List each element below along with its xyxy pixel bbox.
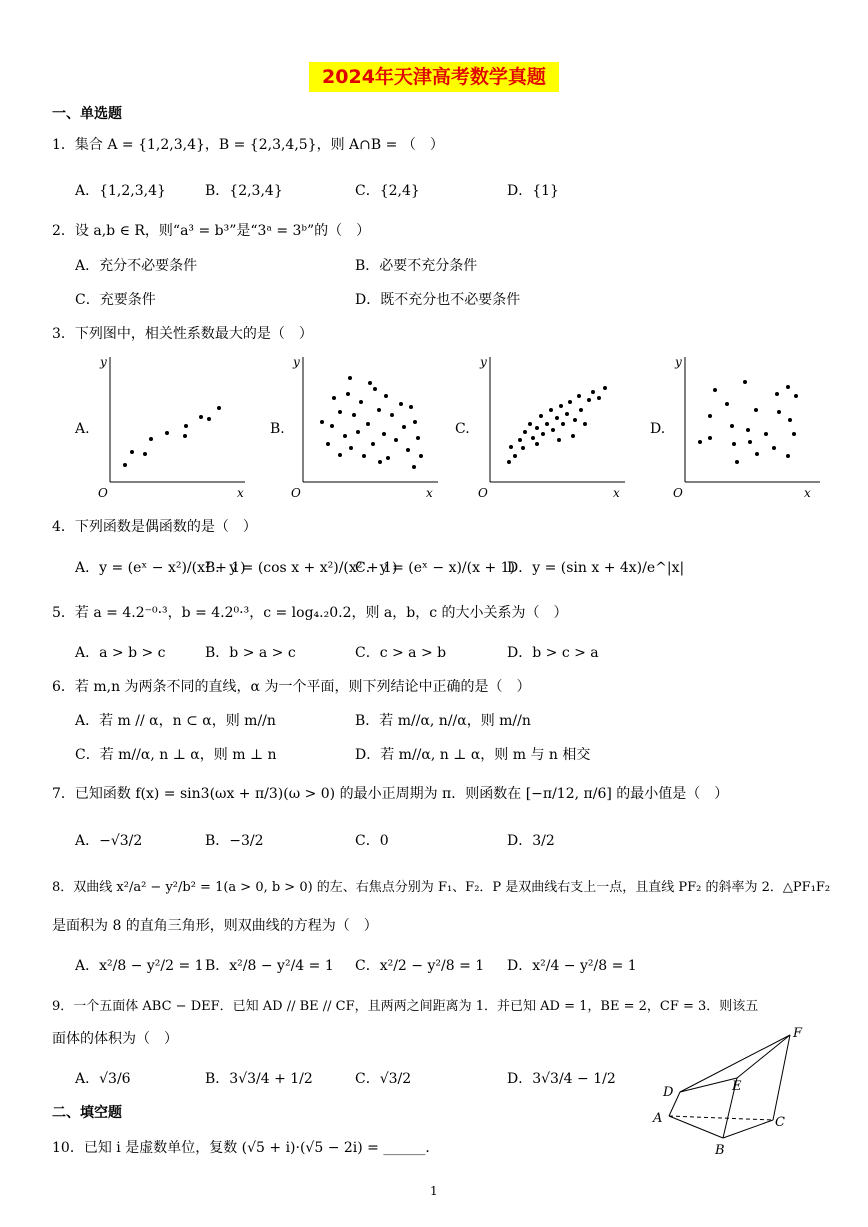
scatter-c-point <box>549 408 553 412</box>
question-6-option-d: D．若 m//α, n ⊥ α，则 m 与 n 相交 <box>355 747 591 763</box>
scatter-b-point <box>362 454 366 458</box>
scatter-d-point <box>772 446 776 450</box>
question-6-option-c: C．若 m//α, n ⊥ α，则 m ⊥ n <box>75 747 277 763</box>
scatter-a-point <box>207 417 211 421</box>
scatter-c-point <box>568 400 572 404</box>
scatter-a-point <box>183 434 187 438</box>
vertex-c-label: C <box>775 1115 785 1130</box>
scatter-d-origin: O <box>673 486 683 500</box>
question-2-option-c: C．充要条件 <box>75 292 156 308</box>
scatter-b-point <box>399 402 403 406</box>
question-9-option-b: B．3√3/4 + 1/2 <box>205 1071 313 1087</box>
question-9-stem: 9．一个五面体 ABC − DEF．已知 AD // BE // CF，且两两之间距离为 1．并已知 AD = 1，BE = 2，CF = 3．则该五 <box>52 999 759 1014</box>
scatter-d-point <box>794 394 798 398</box>
question-8-option-b: B．x²/8 − y²/4 = 1 <box>205 958 334 974</box>
scatter-b-point <box>320 420 324 424</box>
scatter-c-point <box>561 422 565 426</box>
scatter-b-point <box>326 442 330 446</box>
scatter-d-point <box>708 436 712 440</box>
question-8-option-a: A．x²/8 − y²/2 = 1 <box>75 958 204 974</box>
question-2-option-d: D．既不充分也不必要条件 <box>355 292 521 308</box>
question-7-option-b: B．−3/2 <box>205 833 264 849</box>
scatter-b-point <box>371 442 375 446</box>
scatter-d-point <box>786 454 790 458</box>
question-5-option-c: C．c > a > b <box>355 645 447 661</box>
scatter-c-point <box>523 430 527 434</box>
scatter-a-point <box>217 406 221 410</box>
scatter-c-point <box>577 394 581 398</box>
scatter-b-point <box>409 405 413 409</box>
question-6-stem: 6．若 m,n 为两条不同的直线，α 为一个平面，则下列结论中正确的是（ ） <box>52 679 531 695</box>
question-1-option-b: B．{2,3,4} <box>205 183 283 199</box>
scatter-c-point <box>555 416 559 420</box>
question-7-option-a: A．−√3/2 <box>75 833 143 849</box>
scatter-c-point <box>507 460 511 464</box>
scatter-d-points <box>698 380 798 464</box>
question-5-option-a: A．a > b > c <box>75 645 166 661</box>
scatter-b-point <box>368 381 372 385</box>
scatter-c-point <box>539 414 543 418</box>
scatter-b-y-label: y <box>293 355 300 369</box>
question-9-stem-continued: 面体的体积为（ ） <box>52 1031 178 1047</box>
question-7-option-d: D．3/2 <box>507 833 555 849</box>
question-9-option-c: C．√3/2 <box>355 1071 412 1087</box>
scatter-c-point <box>521 446 525 450</box>
scatter-c-point <box>559 404 563 408</box>
question-7-option-c: C．0 <box>355 833 389 849</box>
question-8-option-d: D．x²/4 − y²/8 = 1 <box>507 958 637 974</box>
question-8-stem: 8．双曲线 x²/a² − y²/b² = 1(a > 0, b > 0) 的左、右焦点分别为 F₁、F₂．P 是双曲线右支上一点，且直线 PF₂ 的斜率为 2．△PF₁F₂ <box>52 880 831 895</box>
question-4-option-d: D．y = (sin x + 4x)/e^|x| <box>507 560 685 576</box>
scatter-a-point <box>143 452 147 456</box>
scatter-c-points <box>507 386 607 464</box>
vertex-b-label: B <box>715 1143 725 1158</box>
question-1-stem: 1．集合 A = {1,2,3,4}，B = {2,3,4,5}，则 A∩B = （ ） <box>52 137 444 153</box>
scatter-d-point <box>725 402 729 406</box>
scatter-b-point <box>386 456 390 460</box>
edge-ab <box>669 1116 723 1138</box>
scatter-c-point <box>583 422 587 426</box>
question-7-stem: 7．已知函数 f(x) = sin3(ωx + π/3)(ω > 0) 的最小正周期为 π．则函数在 [−π/12, π/6] 的最小值是（ ） <box>52 786 729 802</box>
page-number: 1 <box>430 1184 438 1198</box>
scatter-c-point <box>573 418 577 422</box>
scatter-b-point <box>377 408 381 412</box>
question-9-option-d: D．3√3/4 − 1/2 <box>507 1071 616 1087</box>
edge-bc <box>723 1120 773 1138</box>
question-3-stem: 3．下列图中，相关性系数最大的是（ ） <box>52 326 313 342</box>
scatter-b-point <box>356 430 360 434</box>
scatter-c-point <box>591 390 595 394</box>
scatter-a-label: A. <box>75 421 90 437</box>
scatter-c-point <box>518 438 522 442</box>
scatter-b-points <box>320 376 423 469</box>
scatter-c-point <box>565 412 569 416</box>
scatter-d-point <box>746 428 750 432</box>
scatter-b-point <box>382 432 386 436</box>
scatter-a-point <box>199 415 203 419</box>
scatter-b-point <box>359 400 363 404</box>
scatter-b-point <box>390 413 394 417</box>
scatter-b-origin: O <box>291 486 301 500</box>
scatter-d-point <box>748 440 752 444</box>
scatter-d-point <box>732 442 736 446</box>
section-heading-fill-in: 二、填空题 <box>52 1105 122 1121</box>
question-5-option-d: D．b > c > a <box>507 645 599 661</box>
scatter-d-point <box>788 418 792 422</box>
scatter-c-origin: O <box>478 486 488 500</box>
scatter-plot-a <box>95 352 255 500</box>
edge-fc <box>773 1035 790 1120</box>
question-5-option-b: B．b > a > c <box>205 645 296 661</box>
vertex-a-label: A <box>653 1111 663 1126</box>
scatter-c-label: C. <box>455 421 470 437</box>
scatter-c-point <box>541 432 545 436</box>
scatter-d-y-label: y <box>675 355 682 369</box>
scatter-b-x-label: x <box>426 486 433 500</box>
scatter-b-point <box>413 420 417 424</box>
scatter-c-point <box>528 422 532 426</box>
scatter-d-point <box>792 432 796 436</box>
scatter-b-point <box>348 376 352 380</box>
scatter-b-point <box>338 453 342 457</box>
scatter-d-point <box>743 380 747 384</box>
scatter-a-point <box>184 424 188 428</box>
question-1-option-d: D．{1} <box>507 183 559 199</box>
scatter-b-point <box>349 446 353 450</box>
scatter-a-x-label: x <box>237 486 244 500</box>
scatter-b-point <box>346 392 350 396</box>
scatter-c-point <box>597 396 601 400</box>
scatter-plot-c <box>475 352 635 500</box>
scatter-b-point <box>352 413 356 417</box>
section-heading-single-choice: 一、单选题 <box>52 106 122 122</box>
scatter-b-point <box>419 454 423 458</box>
scatter-d-point <box>754 408 758 412</box>
scatter-c-point <box>535 426 539 430</box>
question-8-stem-continued: 是面积为 8 的直角三角形，则双曲线的方程为（ ） <box>52 918 378 934</box>
edge-ef <box>737 1035 790 1078</box>
scatter-d-point <box>698 440 702 444</box>
scatter-plot-d <box>670 352 830 500</box>
question-10-stem: 10．已知 i 是虚数单位，复数 (√5 + i)·(√5 − 2i) = ______． <box>52 1140 440 1156</box>
scatter-c-point <box>571 434 575 438</box>
scatter-c-point <box>603 386 607 390</box>
scatter-d-label: D. <box>650 421 666 437</box>
scatter-d-point <box>713 388 717 392</box>
question-5-stem: 5．若 a = 4.2⁻⁰·³，b = 4.2⁰·³，c = log₄.₂0.2，则 a，b，c 的大小关系为（ ） <box>52 605 568 621</box>
scatter-d-point <box>708 414 712 418</box>
scatter-d-point <box>775 392 779 396</box>
scatter-b-point <box>330 424 334 428</box>
scatter-d-point <box>735 460 739 464</box>
edge-ac-hidden <box>669 1116 773 1120</box>
vertex-f-label: F <box>793 1026 803 1041</box>
scatter-c-point <box>513 454 517 458</box>
scatter-a-points <box>123 406 221 467</box>
page-title: 2024年天津高考数学真题 <box>309 62 559 92</box>
scatter-a-y-label: y <box>100 355 107 369</box>
scatter-b-label: B. <box>270 421 285 437</box>
question-1-option-c: C．{2,4} <box>355 183 420 199</box>
scatter-a-point <box>165 431 169 435</box>
scatter-b-point <box>416 436 420 440</box>
scatter-c-point <box>587 398 591 402</box>
scatter-c-y-label: y <box>480 355 487 369</box>
scatter-d-point <box>755 452 759 456</box>
scatter-d-point <box>786 385 790 389</box>
question-9-option-a: A．√3/6 <box>75 1071 131 1087</box>
question-6-option-b: B．若 m//α, n//α，则 m//n <box>355 713 531 729</box>
pentahedron-figure <box>645 1020 820 1160</box>
scatter-b-point <box>332 396 336 400</box>
edge-de <box>680 1078 737 1092</box>
scatter-b-point <box>412 465 416 469</box>
scatter-d-point <box>764 432 768 436</box>
scatter-c-x-label: x <box>613 486 620 500</box>
scatter-c-point <box>551 428 555 432</box>
scatter-c-point <box>509 445 513 449</box>
scatter-d-x-label: x <box>804 486 811 500</box>
scatter-b-point <box>373 387 377 391</box>
scatter-c-point <box>535 442 539 446</box>
scatter-a-point <box>130 450 134 454</box>
scatter-a-point <box>149 437 153 441</box>
scatter-b-point <box>338 410 342 414</box>
question-4-option-b: B．y = (cos x + x²)/(x² + 1) <box>205 560 398 576</box>
scatter-b-point <box>394 438 398 442</box>
scatter-c-point <box>579 408 583 412</box>
vertex-e-label: E <box>732 1079 742 1094</box>
question-2-stem: 2．设 a,b ∈ R，则“a³ = b³”是“3ᵃ = 3ᵇ”的（ ） <box>52 223 371 239</box>
scatter-b-point <box>384 394 388 398</box>
scatter-b-point <box>366 422 370 426</box>
question-2-option-b: B．必要不充分条件 <box>355 258 478 274</box>
question-1-option-a: A．{1,2,3,4} <box>75 183 166 199</box>
scatter-d-point <box>777 410 781 414</box>
question-4-stem: 4．下列函数是偶函数的是（ ） <box>52 519 257 535</box>
question-8-option-c: C．x²/2 − y²/8 = 1 <box>355 958 485 974</box>
scatter-b-point <box>402 425 406 429</box>
scatter-c-point <box>557 438 561 442</box>
scatter-d-point <box>730 424 734 428</box>
scatter-b-point <box>378 460 382 464</box>
scatter-a-point <box>123 463 127 467</box>
scatter-b-point <box>406 448 410 452</box>
scatter-plot-b <box>288 352 448 500</box>
question-6-option-a: A．若 m // α，n ⊂ α，则 m//n <box>75 713 276 729</box>
vertex-d-label: D <box>663 1085 674 1100</box>
question-4-option-a: A．y = (eˣ − x²)/(x² + 1) <box>75 560 246 576</box>
scatter-a-origin: O <box>98 486 108 500</box>
question-2-option-a: A．充分不必要条件 <box>75 258 198 274</box>
scatter-c-point <box>545 422 549 426</box>
question-4-option-c: C．y = (eˣ − x)/(x + 1) <box>355 560 515 576</box>
scatter-c-point <box>531 436 535 440</box>
scatter-b-point <box>343 434 347 438</box>
